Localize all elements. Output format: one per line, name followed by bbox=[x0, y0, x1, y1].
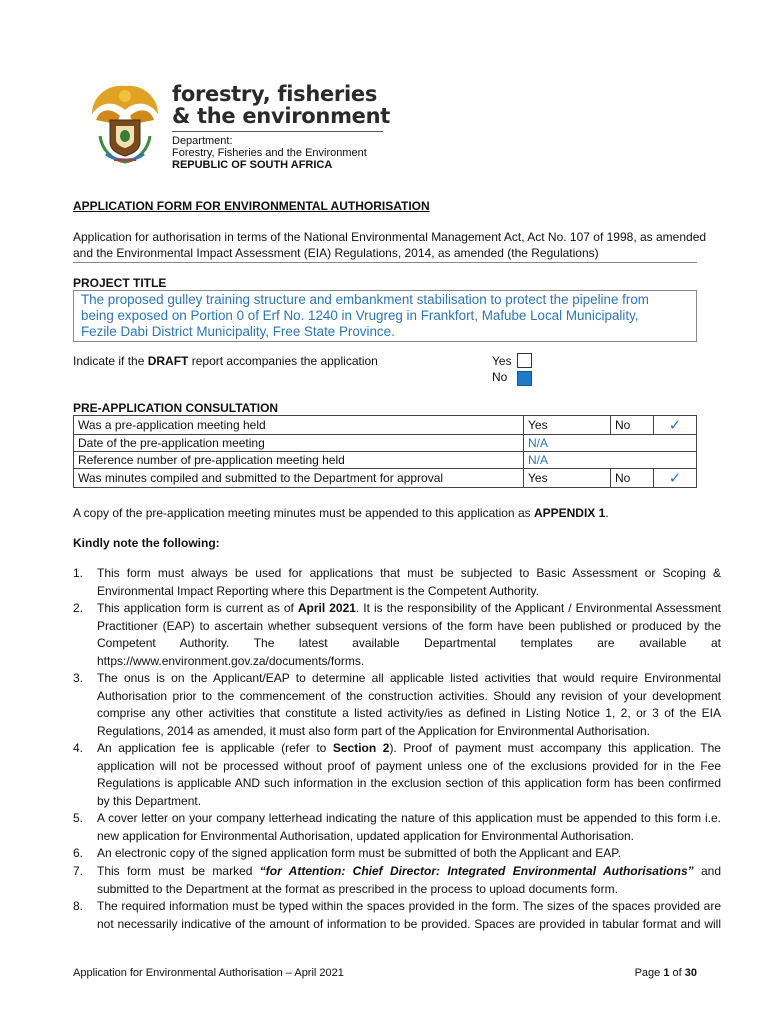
note-text: This form must be marked bbox=[97, 864, 260, 878]
draft-no-label: No bbox=[492, 370, 508, 384]
note-link[interactable]: https://www.environment.gov.za/documents/forms. bbox=[97, 653, 365, 668]
note-text: ). Proof of payment must accompany this application. The bbox=[389, 741, 721, 755]
note-bold: “for Attention: Chief Director: Integrated Environmental Authorisations” bbox=[259, 864, 694, 878]
preapp-alt[interactable]: No bbox=[611, 469, 654, 488]
list-num: 6. bbox=[73, 846, 84, 860]
page-total: 30 bbox=[684, 967, 697, 979]
intro-line-1: Application for authorisation in terms of the National Environmental Management Act, Act No. 107 of 1998, as amended bbox=[73, 230, 707, 244]
note-line: The required information must be typed within the spaces provided in the form. The sizes of the spaces provided are bbox=[97, 899, 721, 913]
note-line: Regulations is applicable AND such information in the exclusion section of this application form has been confirmed bbox=[97, 776, 721, 790]
list-item bbox=[73, 670, 721, 740]
note-line: application will not be processed without proof of payment unless one of the exclusions provided for in the Fee bbox=[97, 758, 721, 773]
preapp-value[interactable]: Yes bbox=[524, 469, 611, 488]
note-line: new application for Environmental Authorisation, updated application for Environmental Authorisation. bbox=[97, 828, 634, 843]
preapp-value[interactable] bbox=[524, 416, 611, 435]
note-line bbox=[97, 863, 721, 881]
draft-prefix: Indicate if the bbox=[73, 354, 148, 368]
intro-divider bbox=[73, 262, 697, 263]
list-item bbox=[73, 898, 721, 933]
brand-divider bbox=[172, 131, 383, 132]
country-name: REPUBLIC OF SOUTH AFRICA bbox=[172, 159, 333, 171]
list-num: 7. bbox=[73, 864, 84, 878]
draft-no-checkbox[interactable] bbox=[517, 371, 532, 386]
note-line: submitted to the Department at the format as prescribed in the process to upload documents form. bbox=[97, 881, 618, 896]
note-bold: April 2021 bbox=[297, 601, 356, 615]
note-text: An application fee is applicable (refer to bbox=[97, 741, 333, 755]
note-line: Environmental Impact Reporting where this Department is the Competent Authority. bbox=[97, 583, 539, 598]
table-row bbox=[74, 469, 697, 488]
preapp-value[interactable]: N/A bbox=[524, 435, 697, 452]
note-line: An electronic copy of the signed application form must be submitted of both the Applicant and EAP. bbox=[97, 846, 622, 860]
note-text: This application form is current as of bbox=[97, 601, 298, 615]
preapp-label: Reference number of pre-application meeting held bbox=[74, 452, 524, 469]
draft-yes-label: Yes bbox=[492, 354, 512, 368]
project-title-heading: PROJECT TITLE bbox=[73, 276, 167, 290]
preapp-value[interactable]: N/A bbox=[524, 452, 697, 469]
list-num: 3. bbox=[73, 671, 84, 685]
list-num: 5. bbox=[73, 811, 84, 825]
note-line: This form must always be used for applications that must be subjected to Basic Assessment or Scoping & bbox=[97, 566, 721, 580]
list-item bbox=[73, 863, 721, 898]
table-row bbox=[74, 452, 697, 469]
project-title-box[interactable] bbox=[73, 290, 697, 342]
appendix-note bbox=[73, 506, 609, 521]
page-number bbox=[600, 967, 697, 979]
list-num: 8. bbox=[73, 899, 84, 913]
page-prefix: Page bbox=[634, 967, 664, 979]
list-item bbox=[73, 740, 721, 810]
draft-bold: DRAFT bbox=[147, 354, 189, 368]
coat-of-arms-logo bbox=[86, 80, 164, 166]
draft-question bbox=[73, 354, 378, 369]
note-heading: Kindly note the following: bbox=[73, 536, 220, 550]
preapp-value-text: Yes bbox=[528, 418, 548, 432]
intro-line-2: and the Environmental Impact Assessment (EIA) Regulations, 2014, as amended (the Regulations) bbox=[73, 246, 599, 260]
list-item bbox=[73, 810, 721, 845]
footer-left: Application for Environmental Authorisation – April 2021 bbox=[73, 967, 344, 979]
preapp-label: Was minutes compiled and submitted to the Department for approval bbox=[74, 469, 524, 488]
check-icon: ✓ bbox=[654, 416, 697, 435]
note-line: by this Department. bbox=[97, 793, 202, 808]
note-text: . It is the responsibility of the Applicant / Environmental Assessment bbox=[355, 601, 721, 615]
check-icon: ✓ bbox=[654, 469, 697, 488]
appendix-suffix: . bbox=[605, 506, 609, 520]
list-num: 1. bbox=[73, 566, 84, 580]
note-line bbox=[97, 600, 721, 618]
note-line: Competent Authority. The latest available Departmental templates are available at bbox=[97, 636, 721, 650]
appendix-prefix: A copy of the pre-application meeting minutes must be appended to this application as bbox=[73, 506, 534, 520]
preapp-heading: PRE-APPLICATION CONSULTATION bbox=[73, 401, 279, 415]
project-title-line-3: Fezile Dabi District Municipality, Free State Province. bbox=[81, 324, 395, 339]
table-row bbox=[74, 416, 697, 435]
table-row bbox=[74, 435, 697, 452]
page-current: 1 bbox=[663, 967, 670, 979]
list-item bbox=[73, 565, 721, 600]
preapp-alt[interactable]: No bbox=[611, 416, 654, 435]
note-line: A cover letter on your company letterhead indicating the nature of this application must be appended to this form i.e. bbox=[97, 811, 721, 825]
preapp-label: Was a pre-application meeting held bbox=[74, 416, 524, 435]
list-item bbox=[73, 600, 721, 670]
draft-yes-checkbox[interactable] bbox=[517, 353, 532, 368]
form-title: APPLICATION FORM FOR ENVIRONMENTAL AUTHORISATION bbox=[73, 199, 430, 213]
note-line: not necessarily indicative of the amount of information to be provided. Spaces are provided in tabular format and will bbox=[97, 916, 721, 931]
note-line: The onus is on the Applicant/EAP to determine all applicable listed activities that would require Environmental bbox=[97, 671, 721, 685]
note-text: and bbox=[693, 864, 721, 878]
notes-list bbox=[73, 565, 721, 965]
note-line: Authorisation prior to the commencement of the construction activities. Should any revision of your development bbox=[97, 688, 721, 703]
dept-name: Forestry, Fisheries and the Environment bbox=[172, 147, 367, 159]
list-item bbox=[73, 845, 721, 863]
note-line: Practitioner (EAP) to ascertain whether subsequent versions of the form have been published or produced by the bbox=[97, 618, 721, 633]
page-of: of bbox=[669, 967, 685, 979]
project-title-line-2: being exposed on Portion 0 of Erf No. 1240 in Vrugreg in Frankfort, Mafube Local Municipality, bbox=[81, 308, 639, 323]
list-num: 2. bbox=[73, 601, 84, 615]
brand-line-2: & the environment bbox=[172, 104, 390, 128]
note-line: Regulations, 2014 as amended, it must also form part of the Application for Environmental Authorisation. bbox=[97, 723, 650, 738]
preapp-label: Date of the pre-application meeting bbox=[74, 435, 524, 452]
appendix-bold: APPENDIX 1 bbox=[533, 506, 606, 520]
dept-label: Department: bbox=[172, 135, 233, 147]
list-num: 4. bbox=[73, 741, 84, 755]
project-title-line-1: The proposed gulley training structure and embankment stabilisation to protect the pipeline from bbox=[81, 292, 649, 307]
note-bold: Section 2 bbox=[332, 741, 390, 755]
note-line: comprise any other activities that constitute a listed activity/ies as defined in Listing Notice 1, 2, or 3 of the EIA bbox=[97, 706, 721, 720]
brand-line-1: forestry, fisheries bbox=[172, 82, 378, 106]
preapp-table bbox=[73, 415, 697, 488]
draft-suffix: report accompanies the application bbox=[188, 354, 378, 368]
note-line bbox=[97, 740, 721, 758]
